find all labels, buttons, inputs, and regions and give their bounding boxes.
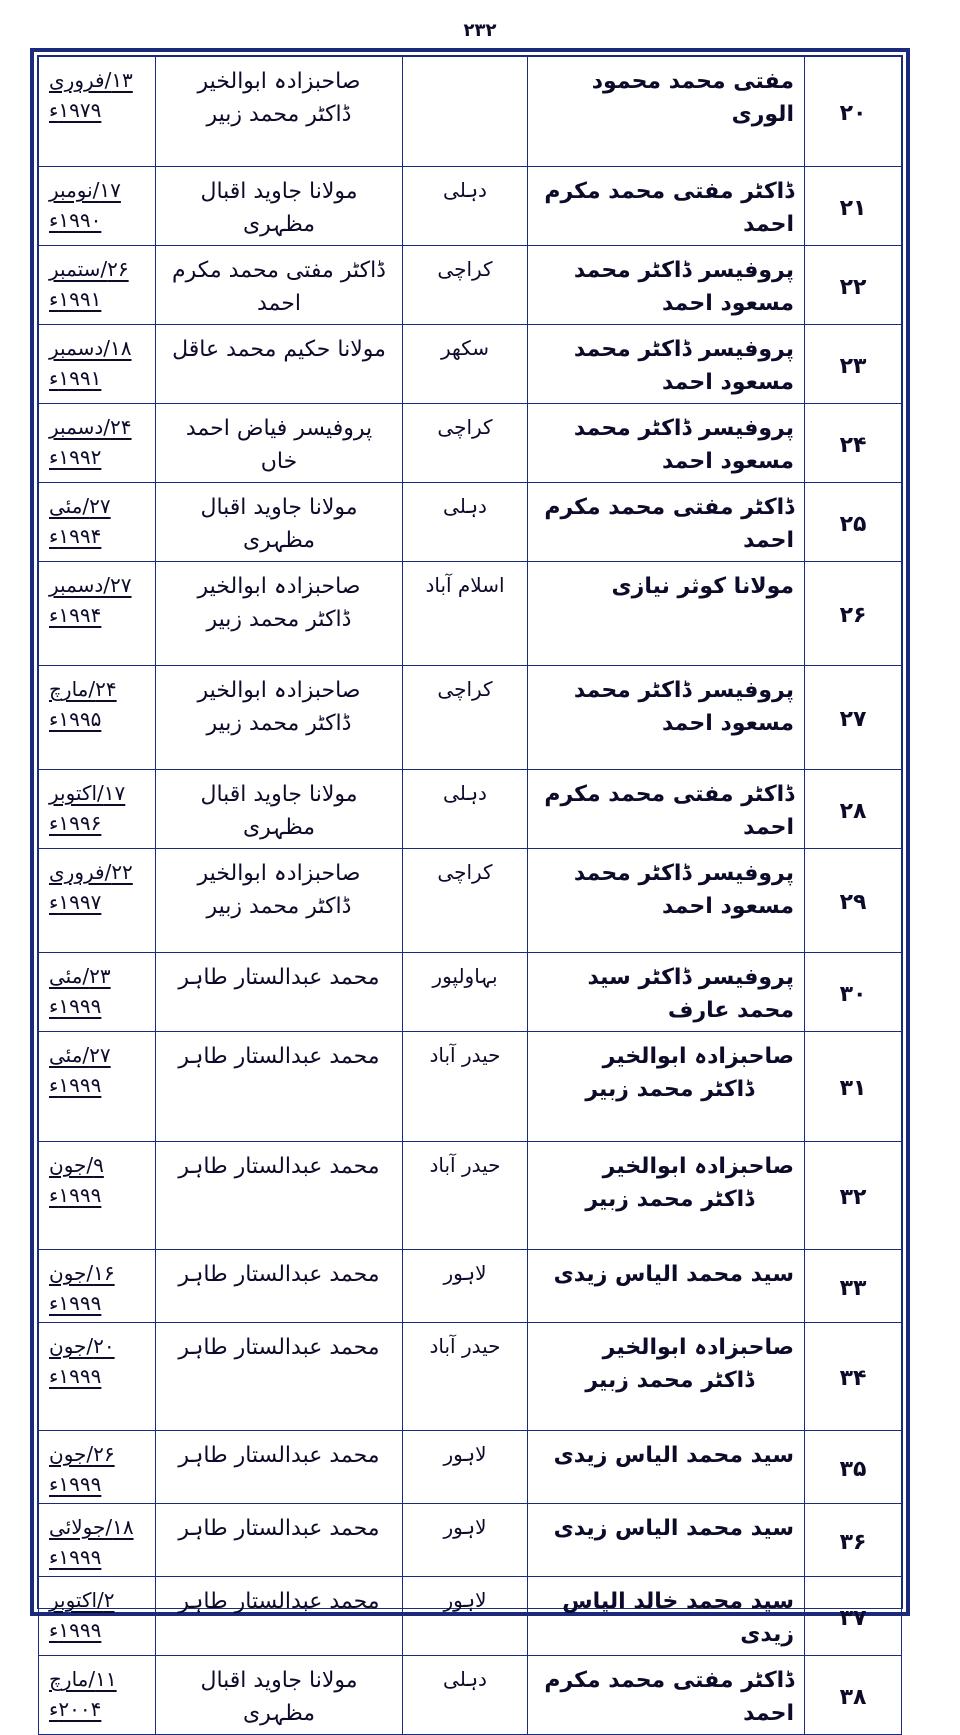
table-row	[39, 1323, 902, 1431]
date-cell: ۱۸/دسمبر ۱۹۹۱ء	[39, 325, 156, 404]
presider-line: ڈاکٹر محمد زبیر	[206, 894, 352, 919]
serial-cell: ۳۲	[805, 1142, 902, 1250]
serial-cell: ۲۴	[805, 404, 902, 483]
speaker-cell	[528, 953, 805, 1032]
city-cell: کراچی	[403, 849, 528, 953]
date-cell: ۲۶/جون ۱۹۹۹ء	[39, 1431, 156, 1504]
table-row	[39, 1504, 902, 1577]
speaker-cell	[528, 325, 805, 404]
speaker-line: پروفیسر ڈاکٹر محمد مسعود احمد	[573, 678, 794, 736]
city-cell: بہاولپور	[403, 953, 528, 1032]
serial-cell: ۲۷	[805, 666, 902, 770]
date-cell: ۱۷/نومبر ۱۹۹۰ء	[39, 167, 156, 246]
presider-cell	[156, 1032, 403, 1142]
speaker-line: پروفیسر ڈاکٹر محمد مسعود احمد	[573, 416, 794, 474]
speaker-cell	[528, 562, 805, 666]
presider-line: ڈاکٹر مفتی محمد مکرم احمد	[172, 258, 386, 316]
serial-cell: ۳۶	[805, 1504, 902, 1577]
table-frame	[30, 48, 910, 1726]
serial-cell: ۲۳	[805, 325, 902, 404]
city-cell: لاہور	[403, 1431, 528, 1504]
date-cell: ۱۱/مارچ ۲۰۰۴ء	[39, 1656, 156, 1735]
serial-cell: ۲۰	[805, 57, 902, 167]
presider-cell	[156, 1142, 403, 1250]
presider-line: صاحبزادہ ابوالخیر	[197, 574, 361, 599]
presider-line: صاحبزادہ ابوالخیر	[197, 678, 361, 703]
speaker-line: ڈاکٹر مفتی محمد مکرم احمد	[544, 782, 794, 840]
city-cell: کراچی	[403, 404, 528, 483]
presider-cell	[156, 325, 403, 404]
speaker-line: صاحبزادہ ابوالخیر	[602, 1154, 794, 1179]
city-cell: حیدر آباد	[403, 1032, 528, 1142]
presider-line: محمد عبدالستار طاہر	[178, 1154, 380, 1179]
presider-line: ڈاکٹر محمد زبیر	[206, 607, 352, 632]
table-row	[39, 246, 902, 325]
speaker-cell	[528, 666, 805, 770]
table-row	[39, 167, 902, 246]
presider-cell	[156, 953, 403, 1032]
presider-line: مولانا جاوید اقبال مظہری	[200, 179, 358, 237]
city-cell: حیدر آباد	[403, 1323, 528, 1431]
city-cell: لاہور	[403, 1250, 528, 1323]
presider-cell	[156, 666, 403, 770]
city-cell: کراچی	[403, 246, 528, 325]
presider-cell	[156, 1577, 403, 1656]
serial-cell: ۳۷	[805, 1577, 902, 1656]
presider-line: محمد عبدالستار طاہر	[178, 1044, 380, 1069]
date-cell: ۹/جون ۱۹۹۹ء	[39, 1142, 156, 1250]
date-cell: ۲۴/مارچ ۱۹۹۵ء	[39, 666, 156, 770]
presider-cell	[156, 562, 403, 666]
date-cell: ۱۶/جون ۱۹۹۹ء	[39, 1250, 156, 1323]
speaker-line: پروفیسر ڈاکٹر محمد مسعود احمد	[573, 337, 794, 395]
table-row	[39, 1431, 902, 1504]
table-row	[39, 404, 902, 483]
presider-line: مولانا جاوید اقبال مظہری	[200, 1668, 358, 1726]
city-cell: دہلی	[403, 1656, 528, 1735]
city-cell: دہلی	[403, 483, 528, 562]
presider-line: ڈاکٹر محمد زبیر	[206, 102, 352, 127]
speaker-line: مفتی محمد محمود الوری	[591, 69, 794, 127]
presider-cell	[156, 849, 403, 953]
presider-cell	[156, 1323, 403, 1431]
date-cell: ۱۳/فروری ۱۹۷۹ء	[39, 57, 156, 167]
city-cell: حیدر آباد	[403, 1142, 528, 1250]
table-row	[39, 57, 902, 167]
serial-cell: ۳۳	[805, 1250, 902, 1323]
speaker-cell	[528, 1032, 805, 1142]
table-row	[39, 953, 902, 1032]
date-cell: ۲۳/مئی ۱۹۹۹ء	[39, 953, 156, 1032]
presider-line: مولانا جاوید اقبال مظہری	[200, 782, 358, 840]
speaker-line: سید محمد الیاس زیدی	[553, 1516, 794, 1541]
speaker-cell	[528, 1142, 805, 1250]
city-cell: سکھر	[403, 325, 528, 404]
date-cell: ۱۷/اکتوبر ۱۹۹۶ء	[39, 770, 156, 849]
table-inner-border	[37, 55, 903, 1726]
presider-line: مولانا جاوید اقبال مظہری	[200, 495, 358, 553]
city-cell: دہلی	[403, 167, 528, 246]
date-cell: ۲۴/دسمبر ۱۹۹۲ء	[39, 404, 156, 483]
speaker-cell	[528, 404, 805, 483]
table-row	[39, 1250, 902, 1323]
date-cell: ۲۷/دسمبر ۱۹۹۴ء	[39, 562, 156, 666]
presider-line: محمد عبدالستار طاہر	[178, 1335, 380, 1360]
presider-cell	[156, 770, 403, 849]
speaker-cell	[528, 1577, 805, 1656]
presider-line: صاحبزادہ ابوالخیر	[197, 69, 361, 94]
presider-line: صاحبزادہ ابوالخیر	[197, 861, 361, 886]
serial-cell: ۲۵	[805, 483, 902, 562]
table-row	[39, 325, 902, 404]
speaker-cell	[528, 483, 805, 562]
speaker-cell	[528, 1504, 805, 1577]
presider-cell	[156, 404, 403, 483]
lecture-table	[38, 56, 902, 1735]
speaker-line: سید محمد الیاس زیدی	[553, 1443, 794, 1468]
date-cell: ۲۰/جون ۱۹۹۹ء	[39, 1323, 156, 1431]
date-cell: ۲۷/مئی ۱۹۹۹ء	[39, 1032, 156, 1142]
presider-line: محمد عبدالستار طاہر	[178, 1516, 380, 1541]
presider-line: ڈاکٹر محمد زبیر	[206, 711, 352, 736]
city-cell: لاہور	[403, 1577, 528, 1656]
speaker-line: پروفیسر ڈاکٹر محمد مسعود احمد	[573, 861, 794, 919]
speaker-line: ڈاکٹر محمد زبیر	[585, 1187, 754, 1212]
date-cell: ۲/اکتوبر ۱۹۹۹ء	[39, 1577, 156, 1656]
presider-line: محمد عبدالستار طاہر	[178, 1443, 380, 1468]
city-cell: اسلام آباد	[403, 562, 528, 666]
serial-cell: ۳۱	[805, 1032, 902, 1142]
date-cell: ۲۲/فروری ۱۹۹۷ء	[39, 849, 156, 953]
speaker-line: صاحبزادہ ابوالخیر	[602, 1044, 794, 1069]
speaker-cell	[528, 246, 805, 325]
speaker-cell	[528, 1656, 805, 1735]
presider-cell	[156, 483, 403, 562]
speaker-cell	[528, 167, 805, 246]
speaker-line: ڈاکٹر محمد زبیر	[585, 1077, 754, 1102]
table-row	[39, 483, 902, 562]
serial-cell: ۲۱	[805, 167, 902, 246]
table-row	[39, 1032, 902, 1142]
speaker-cell	[528, 1431, 805, 1504]
presider-cell	[156, 246, 403, 325]
speaker-line: صاحبزادہ ابوالخیر	[602, 1335, 794, 1360]
speaker-cell	[528, 1250, 805, 1323]
speaker-cell	[528, 57, 805, 167]
serial-cell: ۳۸	[805, 1656, 902, 1735]
presider-cell	[156, 1431, 403, 1504]
speaker-line: سید محمد الیاس زیدی	[553, 1262, 794, 1287]
table-row	[39, 770, 902, 849]
presider-cell	[156, 57, 403, 167]
presider-cell	[156, 1656, 403, 1735]
serial-cell: ۳۴	[805, 1323, 902, 1431]
serial-cell: ۲۶	[805, 562, 902, 666]
speaker-line: ڈاکٹر مفتی محمد مکرم احمد	[544, 495, 794, 553]
presider-line: پروفیسر فیاض احمد خاں	[185, 416, 373, 474]
serial-cell: ۲۹	[805, 849, 902, 953]
speaker-line: ڈاکٹر محمد زبیر	[585, 1368, 754, 1393]
presider-cell	[156, 167, 403, 246]
speaker-line: ڈاکٹر مفتی محمد مکرم احمد	[544, 179, 794, 237]
speaker-cell	[528, 770, 805, 849]
speaker-line: ڈاکٹر مفتی محمد مکرم احمد	[544, 1668, 794, 1726]
presider-cell	[156, 1504, 403, 1577]
table-row	[39, 666, 902, 770]
date-cell: ۲۷/مئی ۱۹۹۴ء	[39, 483, 156, 562]
serial-cell: ۳۵	[805, 1431, 902, 1504]
date-cell: ۲۶/ستمبر ۱۹۹۱ء	[39, 246, 156, 325]
speaker-line: مولانا کوثر نیازی	[611, 574, 794, 599]
table-row	[39, 849, 902, 953]
speaker-line: پروفیسر ڈاکٹر سید محمد عارف	[587, 965, 794, 1023]
table-row	[39, 562, 902, 666]
serial-cell: ۲۸	[805, 770, 902, 849]
presider-line: محمد عبدالستار طاہر	[178, 965, 380, 990]
speaker-line: سید محمد خالد الیاس زیدی	[562, 1589, 794, 1647]
city-cell: دہلی	[403, 770, 528, 849]
city-cell: لاہور	[403, 1504, 528, 1577]
speaker-line: پروفیسر ڈاکٹر محمد مسعود احمد	[573, 258, 794, 316]
table-row	[39, 1656, 902, 1735]
date-cell: ۱۸/جولائی ۱۹۹۹ء	[39, 1504, 156, 1577]
table-row	[39, 1577, 902, 1656]
city-cell	[403, 57, 528, 167]
city-cell: کراچی	[403, 666, 528, 770]
presider-line: محمد عبدالستار طاہر	[178, 1262, 380, 1287]
speaker-cell	[528, 1323, 805, 1431]
table-body	[39, 57, 902, 1735]
serial-cell: ۳۰	[805, 953, 902, 1032]
presider-line: محمد عبدالستار طاہر	[178, 1589, 380, 1614]
page-number: ۲۳۲	[463, 20, 497, 41]
speaker-cell	[528, 849, 805, 953]
presider-line: مولانا حکیم محمد عاقل	[172, 337, 386, 362]
presider-cell	[156, 1250, 403, 1323]
table-row	[39, 1142, 902, 1250]
serial-cell: ۲۲	[805, 246, 902, 325]
